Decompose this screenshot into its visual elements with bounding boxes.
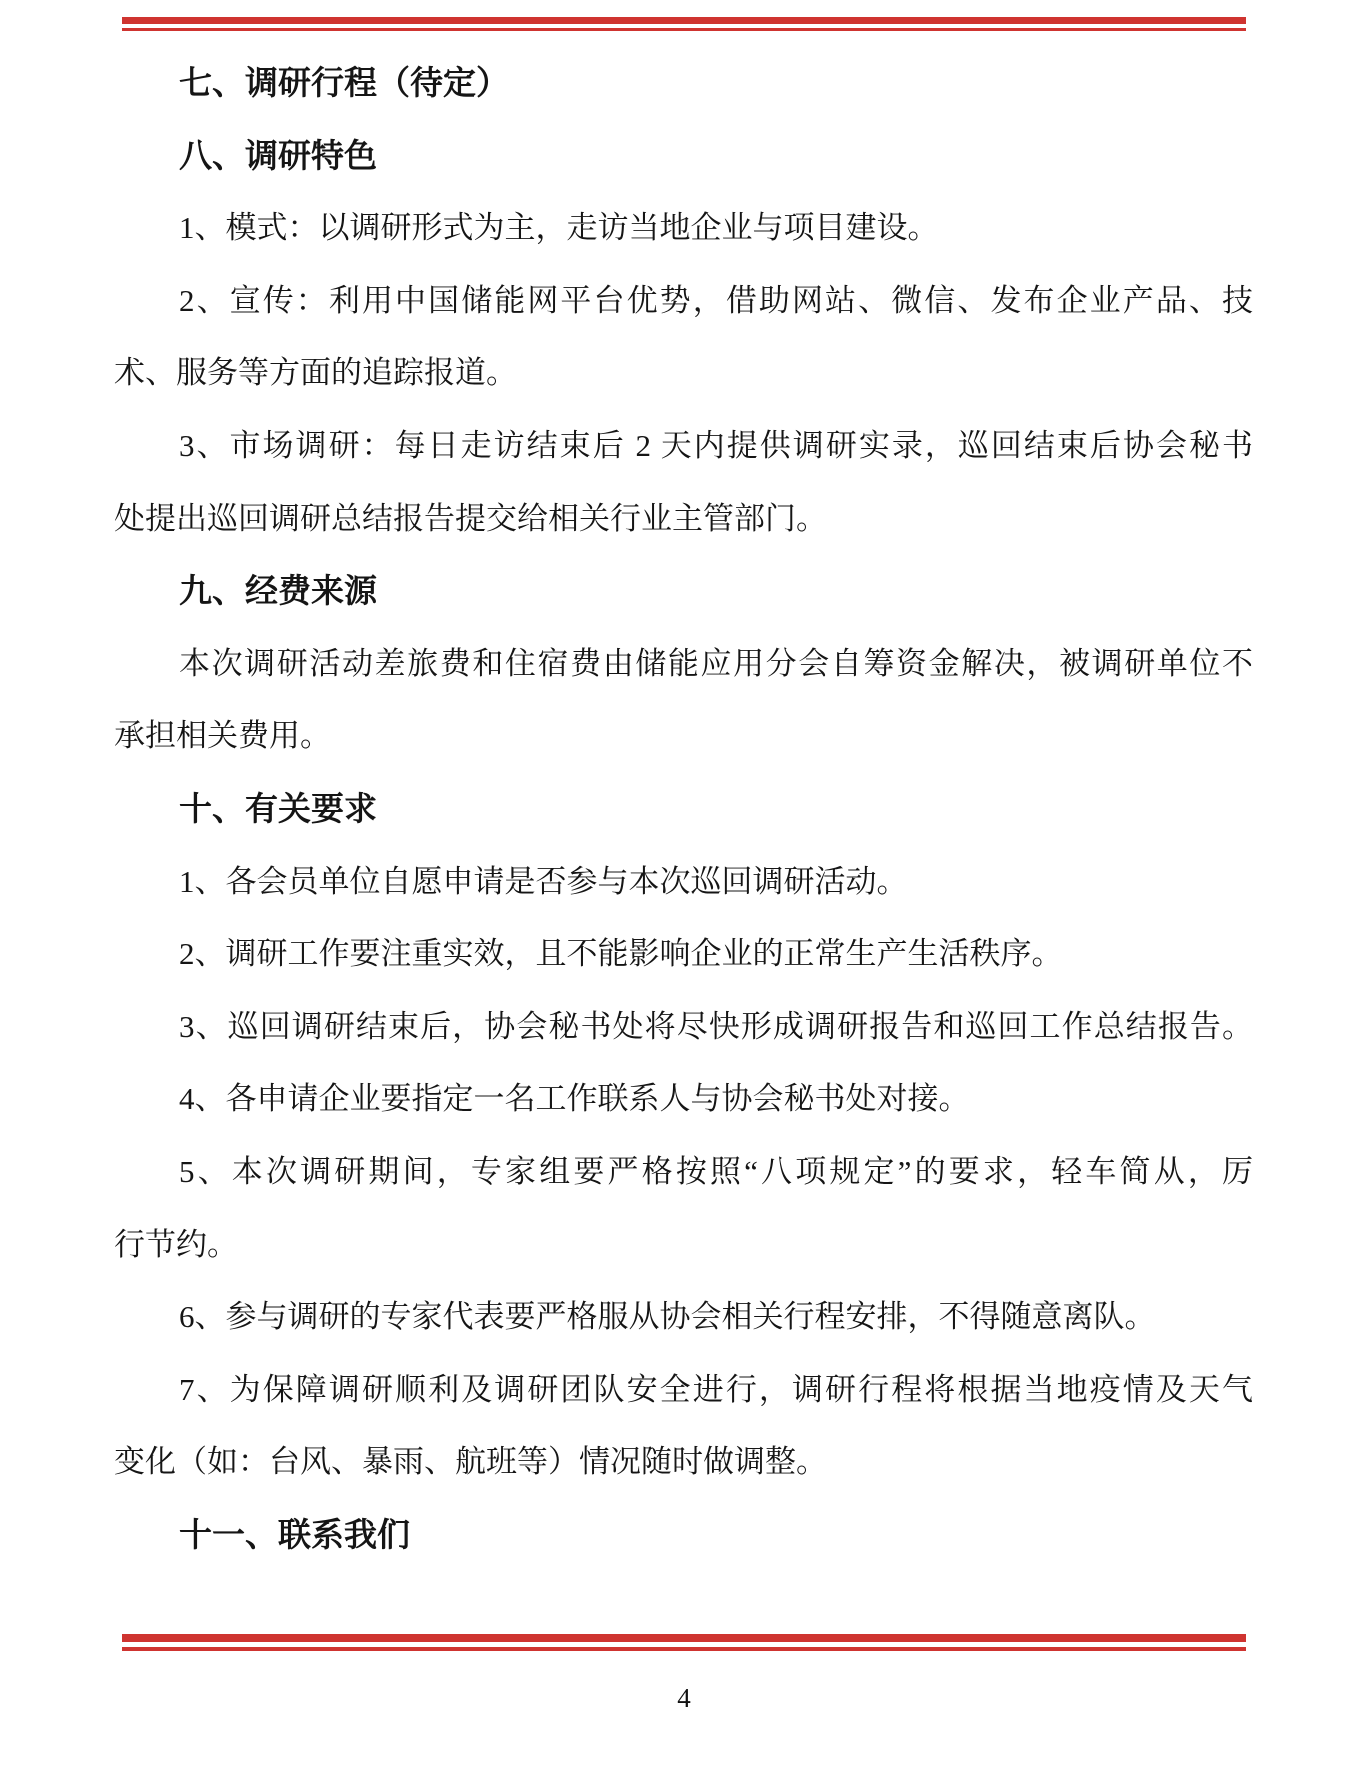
section-heading: 八、调研特色: [179, 136, 377, 174]
paragraph-line: 2、调研工作要注重实效，且不能影响企业的正常生产生活秩序。: [179, 936, 1063, 972]
paragraph-line: 处提出巡回调研总结报告提交给相关行业主管部门。: [114, 500, 827, 536]
section-heading: 七、调研行程（待定）: [179, 64, 509, 101]
paragraph-line: 变化（如：台风、暴雨、航班等）情况随时做调整。: [114, 1444, 827, 1480]
section-heading: 十、有关要求: [179, 789, 377, 827]
document-content: [114, 47, 1253, 1571]
page-number: 4: [677, 1683, 691, 1713]
paragraph-line: 2、宣传：利用中国储能网平台优势，借助网站、微信、发布企业产品、技: [179, 282, 1253, 318]
paragraph-line: 3、巡回调研结束后，协会秘书处将尽快形成调研报告和巡回工作总结报告。: [179, 1008, 1253, 1044]
paragraph-line: 3、市场调研：每日走访结束后 2 天内提供调研实录，巡回结束后协会秘书: [179, 427, 1253, 463]
paragraph-line: 1、模式：以调研形式为主，走访当地企业与项目建设。: [179, 210, 939, 246]
paragraph-line: 1、各会员单位自愿申请是否参与本次巡回调研活动。: [179, 863, 908, 899]
paragraph-line: 7、为保障调研顺利及调研团队安全进行，调研行程将根据当地疫情及天气: [179, 1371, 1253, 1407]
header-rule-thin: [122, 28, 1246, 31]
paragraph-line: 术、服务等方面的追踪报道。: [114, 355, 517, 391]
footer-rule-thick: [122, 1634, 1246, 1642]
footer-rule-thin: [122, 1647, 1246, 1651]
section-heading: 九、经费来源: [179, 572, 377, 610]
paragraph-line: 行节约。: [114, 1226, 238, 1262]
header-rule-thick: [122, 17, 1246, 24]
paragraph-line: 5、本次调研期间，专家组要严格按照“八项规定”的要求，轻车简从，厉: [179, 1153, 1253, 1189]
paragraph-line: 6、参与调研的专家代表要严格服从协会相关行程安排，不得随意离队。: [179, 1299, 1156, 1335]
paragraph-line: 4、各申请企业要指定一名工作联系人与协会秘书处对接。: [179, 1081, 970, 1117]
paragraph-line: 本次调研活动差旅费和住宿费由储能应用分会自筹资金解决，被调研单位不: [179, 645, 1253, 681]
section-heading: 十一、联系我们: [179, 1515, 410, 1553]
paragraph-line: 承担相关费用。: [114, 718, 331, 754]
